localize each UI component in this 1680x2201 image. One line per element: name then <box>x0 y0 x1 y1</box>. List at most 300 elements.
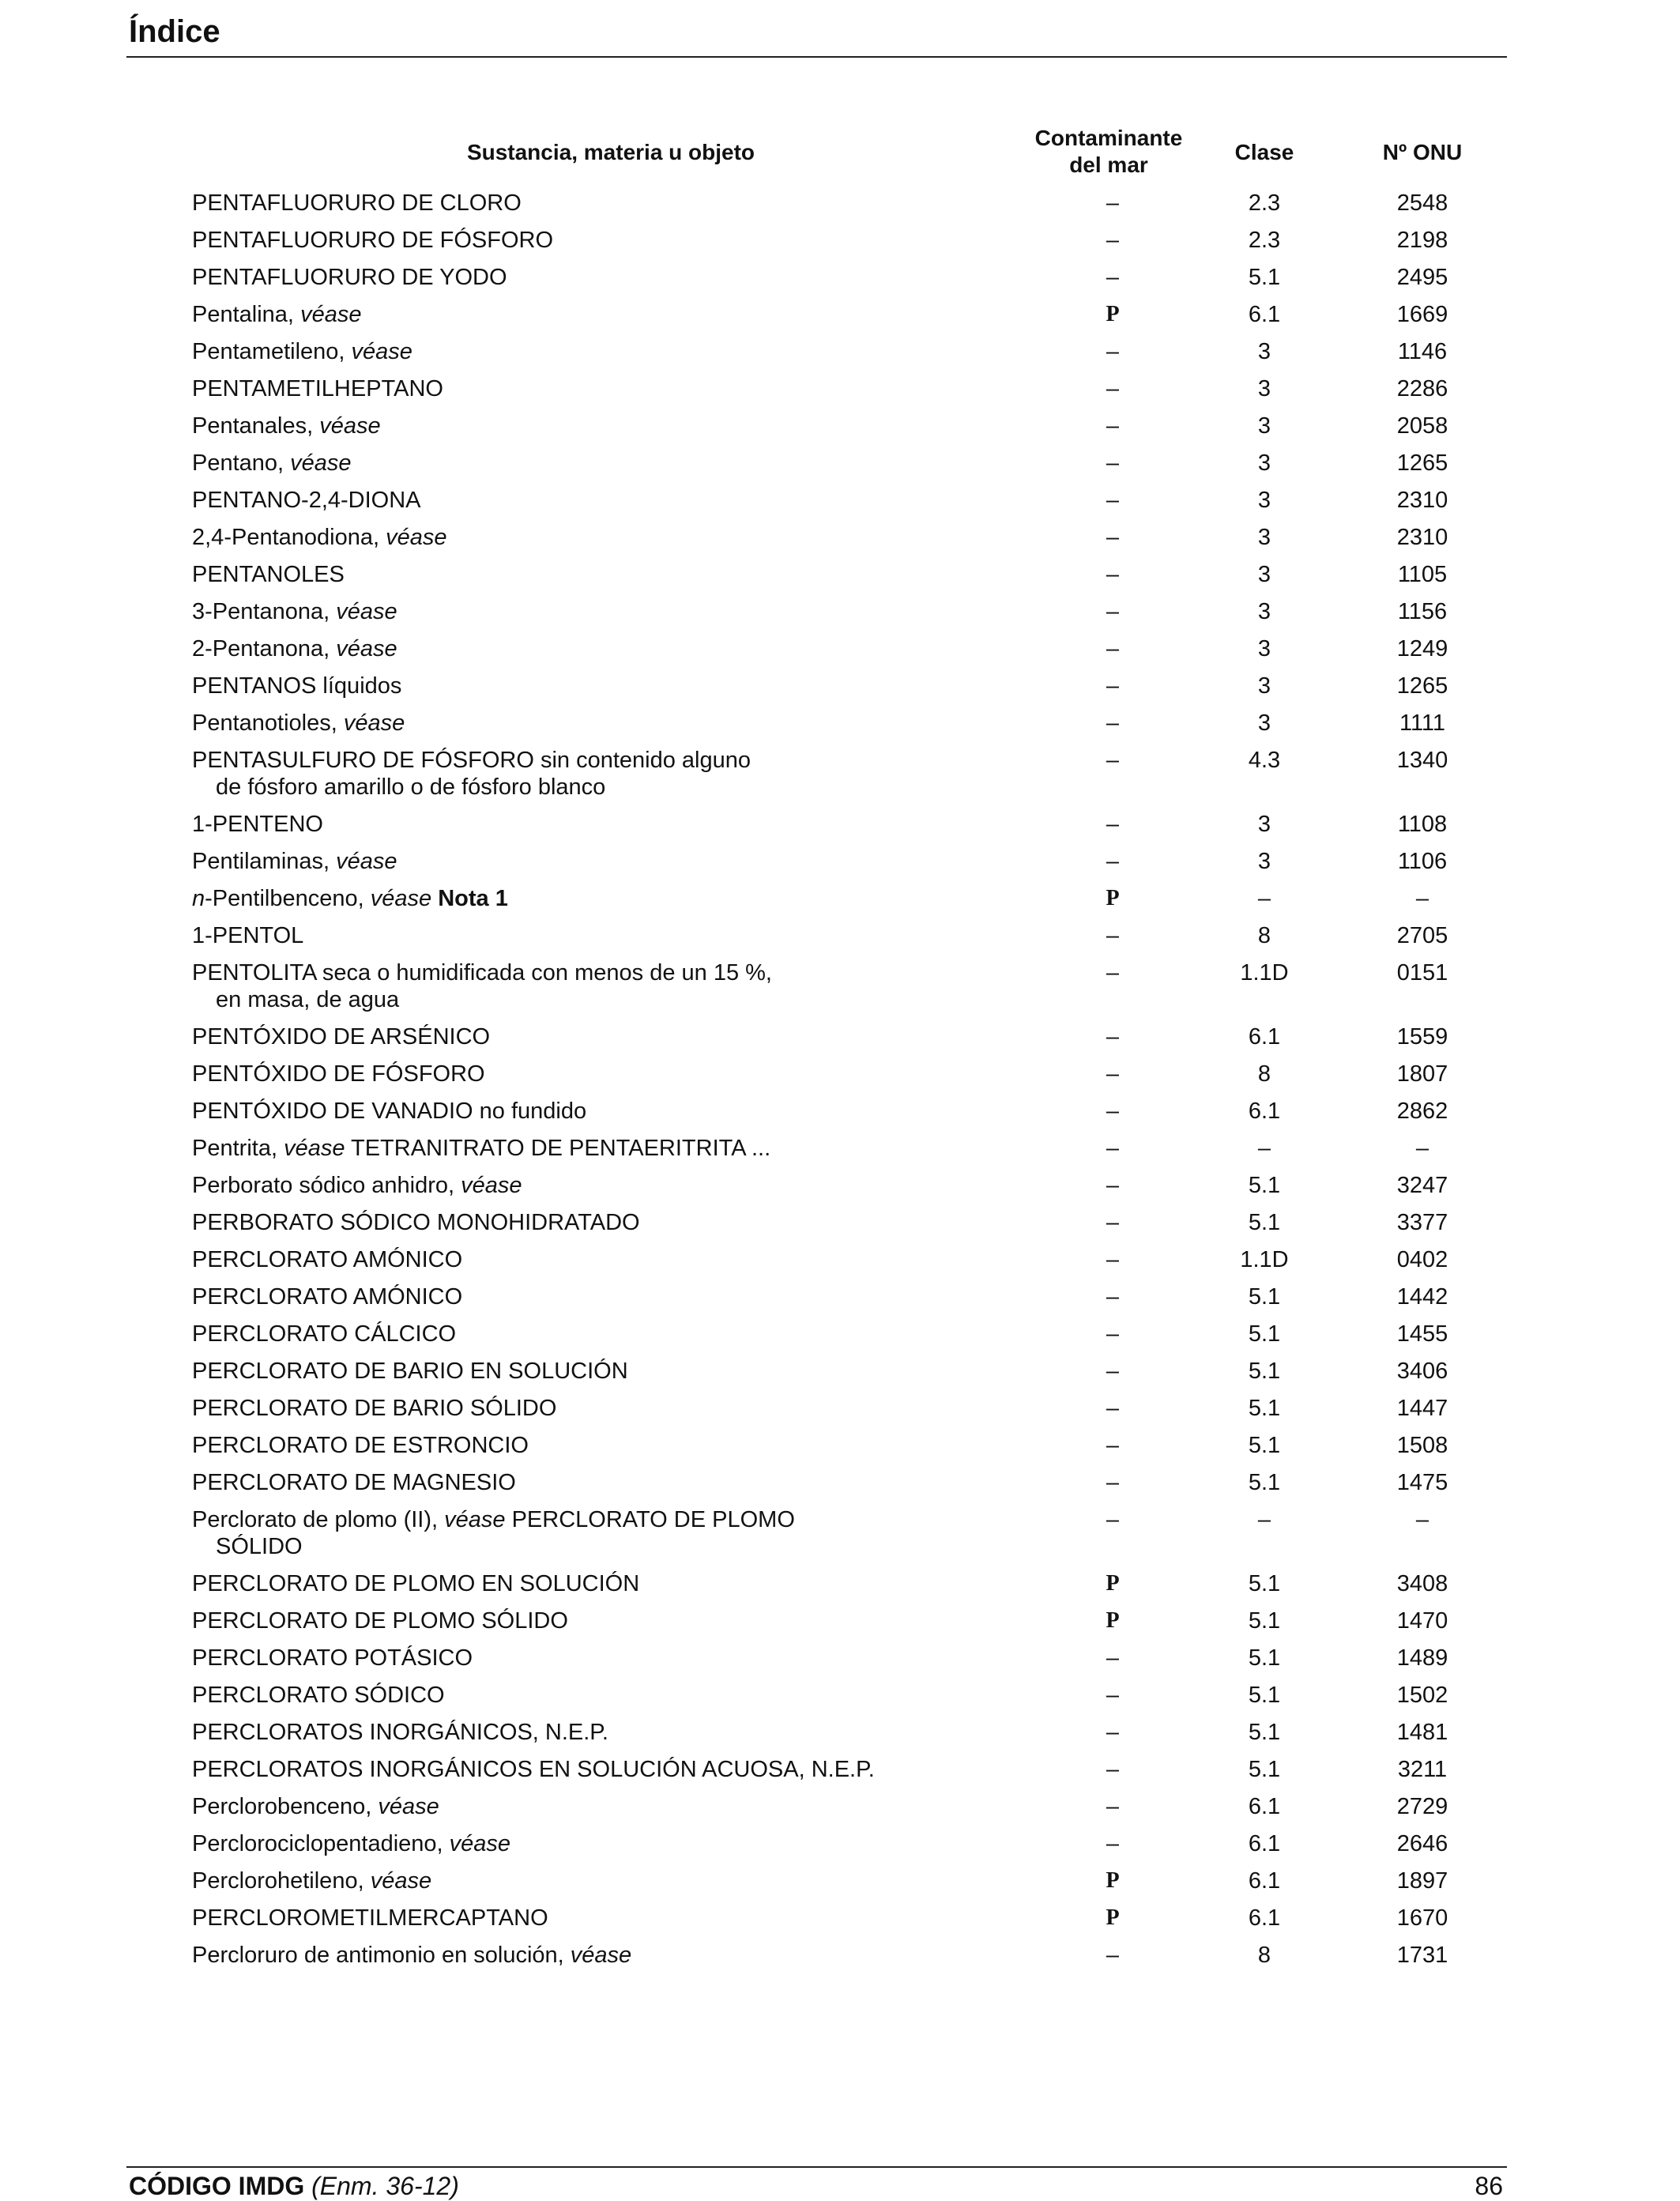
class-cell: 5.1 <box>1248 1645 1281 1671</box>
marine-pollutant-cell: P <box>1106 1608 1120 1633</box>
substance-text: Perclorato de plomo (II), <box>192 1507 439 1532</box>
table-row <box>0 1098 1680 1135</box>
un-number-cell: 1481 <box>1396 1720 1448 1745</box>
class-cell: 8 <box>1257 923 1271 948</box>
substance-text: PERCLORATO DE PLOMO EN SOLUCIÓN <box>192 1571 640 1596</box>
substance-line <box>192 487 1030 514</box>
table-row <box>0 264 1680 301</box>
class-cell: 5.1 <box>1248 1757 1281 1782</box>
un-number-cell: 2862 <box>1396 1099 1448 1124</box>
marine-pollutant-cell: – <box>1106 673 1120 699</box>
substance-line <box>192 301 1030 328</box>
table-row <box>0 561 1680 598</box>
substance-text: Pentano, <box>192 450 284 476</box>
footer-edition: (Enm. 36-12) <box>311 2172 459 2200</box>
table-row <box>0 1283 1680 1321</box>
substance-name <box>192 190 1030 217</box>
table-row <box>0 673 1680 710</box>
substance-text: PENTÓXIDO DE VANADIO no fundido <box>192 1099 587 1124</box>
reference-target: PERCLORATO DE PLOMO <box>511 1507 795 1532</box>
table-row <box>0 922 1680 959</box>
substance-name <box>192 598 1030 625</box>
substance-name <box>192 1719 1030 1746</box>
substance-text: PENTANO-2,4-DIONA <box>192 488 421 513</box>
substance-text: Pentanotioles, <box>192 710 337 736</box>
substance-text: -Pentilbenceno, <box>205 886 364 911</box>
see-reference: véase <box>290 450 352 476</box>
substance-line <box>192 1570 1030 1597</box>
see-reference: véase <box>461 1173 522 1198</box>
substance-name <box>192 1061 1030 1087</box>
substance-line <box>192 1756 1030 1783</box>
see-reference: véase <box>370 1868 432 1894</box>
un-number-cell: 3247 <box>1396 1173 1448 1198</box>
substance-text: PENTAMETILHEPTANO <box>192 376 443 401</box>
substance-text: PERCLORATO POTÁSICO <box>192 1645 473 1671</box>
un-number-cell: – <box>1415 1136 1430 1161</box>
class-cell: 3 <box>1257 673 1271 699</box>
substance-name <box>192 747 1030 801</box>
substance-name <box>192 1506 1030 1560</box>
substance-text: PENTÓXIDO DE ARSÉNICO <box>192 1024 491 1050</box>
substance-line-continued: en masa, de agua <box>216 987 400 1012</box>
substance-line <box>192 1135 1030 1162</box>
marine-pollutant-cell: – <box>1106 1024 1120 1050</box>
substance-text: PENTÓXIDO DE FÓSFORO <box>192 1061 485 1087</box>
see-reference: véase <box>386 525 447 550</box>
class-cell: 8 <box>1257 1943 1271 1968</box>
column-header-marine-pollutant-line1: Contaminante <box>1034 126 1183 150</box>
class-cell: 5.1 <box>1248 1608 1281 1634</box>
marine-pollutant-cell: – <box>1106 1470 1120 1495</box>
substance-line <box>192 561 1030 588</box>
table-header <box>0 125 1680 182</box>
table-row <box>0 710 1680 747</box>
table-row <box>0 1506 1680 1570</box>
substance-name <box>192 1607 1030 1634</box>
see-reference: véase <box>300 302 362 327</box>
un-number-cell: 2729 <box>1396 1794 1448 1819</box>
un-number-cell: 1108 <box>1397 812 1448 837</box>
class-cell: – <box>1257 1507 1271 1532</box>
table-row <box>0 301 1680 338</box>
substance-name <box>192 1321 1030 1347</box>
substance-name <box>192 1395 1030 1422</box>
marine-pollutant-cell: P <box>1106 302 1120 326</box>
see-reference: véase <box>351 339 412 364</box>
class-cell: 3 <box>1257 339 1271 364</box>
marine-pollutant-cell: – <box>1106 636 1120 661</box>
un-number-cell: 1897 <box>1396 1868 1448 1894</box>
marine-pollutant-cell: – <box>1106 1683 1120 1708</box>
substance-name <box>192 1756 1030 1783</box>
substance-line <box>192 1023 1030 1050</box>
substance-name <box>192 338 1030 365</box>
marine-pollutant-cell: – <box>1106 960 1120 986</box>
substance-line <box>192 1358 1030 1385</box>
marine-pollutant-cell: – <box>1106 562 1120 587</box>
marine-pollutant-cell: – <box>1106 228 1120 253</box>
marine-pollutant-cell: P <box>1106 1868 1120 1893</box>
see-reference: véase <box>336 849 397 874</box>
un-number-cell: 1807 <box>1396 1061 1448 1087</box>
un-number-cell: 1106 <box>1397 849 1448 874</box>
substance-line <box>192 673 1030 699</box>
class-cell: 5.1 <box>1248 265 1281 290</box>
table-row <box>0 375 1680 413</box>
un-number-cell: 1670 <box>1396 1905 1448 1931</box>
substance-line <box>192 1867 1030 1894</box>
substance-line <box>192 375 1030 402</box>
substance-line <box>192 848 1030 875</box>
substance-name <box>192 1867 1030 1894</box>
substance-name <box>192 1358 1030 1385</box>
substance-line <box>192 1905 1030 1932</box>
substance-line <box>192 227 1030 254</box>
marine-pollutant-cell: – <box>1106 849 1120 874</box>
substance-text: Perborato sódico anhidro, <box>192 1173 455 1198</box>
un-number-cell: 2058 <box>1396 413 1448 439</box>
column-header-marine-pollutant <box>1014 125 1203 179</box>
marine-pollutant-cell: – <box>1106 265 1120 290</box>
class-cell: 5.1 <box>1248 1359 1281 1384</box>
un-number-cell: 2310 <box>1396 488 1448 513</box>
un-number-cell: 2310 <box>1396 525 1448 550</box>
substance-text: Perclorohetileno, <box>192 1868 364 1894</box>
substance-text: PERCLORATOS INORGÁNICOS EN SOLUCIÓN ACUOSA, N.E.P. <box>192 1757 875 1782</box>
table-row <box>0 1395 1680 1432</box>
class-cell: – <box>1257 886 1271 911</box>
substance-name <box>192 1209 1030 1236</box>
see-reference: véase <box>378 1794 439 1819</box>
substance-name <box>192 1172 1030 1199</box>
table-row <box>0 1061 1680 1098</box>
un-number-cell: 1442 <box>1396 1284 1448 1310</box>
class-cell: 5.1 <box>1248 1321 1281 1347</box>
substance-line <box>192 1719 1030 1746</box>
substance-text: PENTAFLUORURO DE CLORO <box>192 190 522 216</box>
substance-line <box>192 635 1030 662</box>
marine-pollutant-cell: – <box>1106 1757 1120 1782</box>
substance-text: PERCLORATO DE PLOMO SÓLIDO <box>192 1608 568 1634</box>
table-row <box>0 1023 1680 1061</box>
substance-text: PERCLORATO DE ESTRONCIO <box>192 1433 529 1458</box>
substance-text: 2,4-Pentanodiona, <box>192 525 380 550</box>
substance-name <box>192 1905 1030 1932</box>
class-cell: 5.1 <box>1248 1433 1281 1458</box>
column-header-un-number: Nº ONU <box>1382 140 1463 164</box>
note-reference: Nota 1 <box>438 886 508 911</box>
substance-text: Pentrita, <box>192 1136 277 1161</box>
table-row <box>0 1645 1680 1682</box>
column-header-substance: Sustancia, materia u objeto <box>466 140 755 164</box>
substance-line <box>192 1607 1030 1634</box>
table-row <box>0 450 1680 487</box>
un-number-cell: 2548 <box>1396 190 1448 216</box>
marine-pollutant-cell: – <box>1106 599 1120 624</box>
table-row <box>0 635 1680 673</box>
substance-name <box>192 1830 1030 1857</box>
class-cell: 3 <box>1257 488 1271 513</box>
un-number-cell: 1265 <box>1396 673 1448 699</box>
class-cell: 3 <box>1257 562 1271 587</box>
un-number-cell: 2198 <box>1396 228 1448 253</box>
see-reference: véase <box>444 1507 506 1532</box>
un-number-cell: 1249 <box>1396 636 1448 661</box>
substance-name <box>192 227 1030 254</box>
substance-name <box>192 848 1030 875</box>
substance-name <box>192 1246 1030 1273</box>
marine-pollutant-cell: – <box>1106 1645 1120 1671</box>
substance-text: Percloruro de antimonio en solución, <box>192 1943 564 1968</box>
substance-text: 3-Pentanona, <box>192 599 330 624</box>
substance-text: PERCLORATO AMÓNICO <box>192 1247 463 1272</box>
substance-text: PENTAFLUORURO DE FÓSFORO <box>192 228 554 253</box>
substance-text: PERCLORATO SÓDICO <box>192 1683 445 1708</box>
class-cell: 4.3 <box>1248 748 1281 773</box>
substance-line-continued: de fósforo amarillo o de fósforo blanco <box>216 774 606 800</box>
substance-name <box>192 561 1030 588</box>
substance-name <box>192 524 1030 551</box>
marine-pollutant-cell: – <box>1106 1507 1120 1532</box>
substance-name <box>192 1023 1030 1050</box>
un-number-cell: 1156 <box>1397 599 1448 624</box>
substance-name <box>192 1645 1030 1671</box>
table-row <box>0 1682 1680 1719</box>
class-cell: 3 <box>1257 450 1271 476</box>
substance-name <box>192 301 1030 328</box>
table-row <box>0 1432 1680 1469</box>
reference-target: TETRANITRATO DE PENTAERITRITA ... <box>351 1136 771 1161</box>
substance-name <box>192 264 1030 291</box>
marine-pollutant-cell: – <box>1106 488 1120 513</box>
marine-pollutant-cell: – <box>1106 1173 1120 1198</box>
substance-line <box>192 1321 1030 1347</box>
un-number-cell: 1508 <box>1396 1433 1448 1458</box>
table-row <box>0 190 1680 227</box>
table-row <box>0 227 1680 264</box>
un-number-cell: – <box>1415 1507 1430 1532</box>
table-row <box>0 1321 1680 1358</box>
substance-text: Pentametileno, <box>192 339 345 364</box>
column-header-class: Clase <box>1234 140 1294 164</box>
class-cell: 5.1 <box>1248 1683 1281 1708</box>
substance-name <box>192 635 1030 662</box>
substance-text: Pentalina, <box>192 302 294 327</box>
substance-name <box>192 1283 1030 1310</box>
marine-pollutant-cell: – <box>1106 1943 1120 1968</box>
table-row <box>0 1209 1680 1246</box>
un-number-cell: 0402 <box>1396 1247 1448 1272</box>
table-row <box>0 848 1680 885</box>
class-cell: 8 <box>1257 1061 1271 1087</box>
table-row <box>0 487 1680 524</box>
marine-pollutant-cell: – <box>1106 1099 1120 1124</box>
un-number-cell: 2646 <box>1396 1831 1448 1856</box>
substance-text: 1-PENTOL <box>192 923 304 948</box>
substance-line <box>192 1061 1030 1087</box>
un-number-cell: 3406 <box>1396 1359 1448 1384</box>
substance-name <box>192 1682 1030 1709</box>
class-cell: 3 <box>1257 413 1271 439</box>
class-cell: 3 <box>1257 525 1271 550</box>
substance-line <box>192 450 1030 477</box>
marine-pollutant-cell: – <box>1106 1321 1120 1347</box>
see-reference: véase <box>343 710 405 736</box>
see-reference: véase <box>570 1943 632 1968</box>
class-cell: 6.1 <box>1248 302 1281 327</box>
un-number-cell: 1455 <box>1396 1321 1448 1347</box>
class-cell: 1.1D <box>1240 1247 1289 1272</box>
class-cell: 3 <box>1257 636 1271 661</box>
substance-text: 2-Pentanona, <box>192 636 330 661</box>
class-cell: 3 <box>1257 849 1271 874</box>
class-cell: 5.1 <box>1248 1210 1281 1235</box>
substance-name <box>192 1135 1030 1162</box>
see-reference: véase <box>370 886 432 911</box>
substance-line <box>192 959 1030 986</box>
un-number-cell: 1470 <box>1396 1608 1448 1634</box>
marine-pollutant-cell: – <box>1106 339 1120 364</box>
substance-text: PERCLORATOS INORGÁNICOS, N.E.P. <box>192 1720 608 1745</box>
marine-pollutant-cell: – <box>1106 1794 1120 1819</box>
class-cell: 6.1 <box>1248 1868 1281 1894</box>
substance-name <box>192 1570 1030 1597</box>
substance-line <box>192 1506 1030 1533</box>
class-cell: 5.1 <box>1248 1396 1281 1421</box>
un-number-cell: 3408 <box>1396 1571 1448 1596</box>
marine-pollutant-cell: – <box>1106 1061 1120 1087</box>
table-row <box>0 338 1680 375</box>
substance-text: PERCLORATO DE MAGNESIO <box>192 1470 516 1495</box>
marine-pollutant-cell: – <box>1106 413 1120 439</box>
marine-pollutant-cell: – <box>1106 1831 1120 1856</box>
substance-name <box>192 1432 1030 1459</box>
substance-name <box>192 1793 1030 1820</box>
class-cell: 5.1 <box>1248 1284 1281 1310</box>
substance-line <box>192 885 1030 912</box>
un-number-cell: 1111 <box>1399 710 1446 736</box>
substance-line <box>192 598 1030 625</box>
table-row <box>0 811 1680 848</box>
substance-name <box>192 1469 1030 1496</box>
substance-line <box>192 1645 1030 1671</box>
table-row <box>0 1246 1680 1283</box>
see-reference: véase <box>319 413 381 439</box>
table-row <box>0 1719 1680 1756</box>
class-cell: 5.1 <box>1248 1720 1281 1745</box>
table-row <box>0 1570 1680 1607</box>
table-row <box>0 1135 1680 1172</box>
un-number-cell: 1489 <box>1396 1645 1448 1671</box>
un-number-cell: 1731 <box>1396 1943 1448 1968</box>
substance-line <box>192 524 1030 551</box>
substance-name <box>192 959 1030 1013</box>
table-row <box>0 959 1680 1023</box>
substance-name <box>192 413 1030 439</box>
substance-text: PERCLORATO DE BARIO EN SOLUCIÓN <box>192 1359 628 1384</box>
table-row <box>0 1358 1680 1395</box>
table-row <box>0 1756 1680 1793</box>
class-cell: 3 <box>1257 710 1271 736</box>
see-reference: véase <box>284 1136 345 1161</box>
marine-pollutant-cell: – <box>1106 1720 1120 1745</box>
substance-line <box>192 710 1030 737</box>
class-cell: 6.1 <box>1248 1024 1281 1050</box>
table-row <box>0 413 1680 450</box>
substance-text: Pentanales, <box>192 413 314 439</box>
table-row <box>0 747 1680 811</box>
substance-line <box>192 922 1030 949</box>
header-rule <box>126 56 1507 58</box>
table-row <box>0 1793 1680 1830</box>
marine-pollutant-cell: – <box>1106 748 1120 773</box>
substance-name <box>192 673 1030 699</box>
substance-text: PERCLORATO CÁLCICO <box>192 1321 457 1347</box>
substance-name <box>192 1098 1030 1125</box>
substance-line <box>192 1432 1030 1459</box>
table-row <box>0 524 1680 561</box>
un-number-cell: 3211 <box>1397 1757 1448 1782</box>
substance-line <box>192 1830 1030 1857</box>
page-title: Índice <box>129 14 220 49</box>
table-row <box>0 1172 1680 1209</box>
substance-line <box>192 1682 1030 1709</box>
marine-pollutant-cell: – <box>1106 1396 1120 1421</box>
substance-text: PERCLORATO AMÓNICO <box>192 1284 463 1310</box>
table-row <box>0 1867 1680 1905</box>
substance-name <box>192 450 1030 477</box>
class-cell: 5.1 <box>1248 1173 1281 1198</box>
substance-line <box>192 1395 1030 1422</box>
marine-pollutant-cell: – <box>1106 525 1120 550</box>
un-number-cell: 1475 <box>1396 1470 1448 1495</box>
substance-line <box>192 338 1030 365</box>
class-cell: 6.1 <box>1248 1831 1281 1856</box>
marine-pollutant-cell: – <box>1106 1433 1120 1458</box>
substance-line <box>192 413 1030 439</box>
un-number-cell: – <box>1415 886 1430 911</box>
class-cell: 3 <box>1257 812 1271 837</box>
substance-name <box>192 375 1030 402</box>
class-cell: 2.3 <box>1248 190 1281 216</box>
substance-text: Perclorobenceno, <box>192 1794 372 1819</box>
substance-text: PENTANOLES <box>192 562 345 587</box>
un-number-cell: 1447 <box>1396 1396 1448 1421</box>
class-cell: 6.1 <box>1248 1905 1281 1931</box>
substance-name <box>192 487 1030 514</box>
table-row <box>0 1830 1680 1867</box>
substance-text: 1-PENTENO <box>192 812 323 837</box>
un-number-cell: 1669 <box>1396 302 1448 327</box>
substance-name <box>192 922 1030 949</box>
substance-line <box>192 1942 1030 1969</box>
see-reference: véase <box>336 636 397 661</box>
footer-code-name: CÓDIGO IMDG <box>129 2172 305 2200</box>
un-number-cell: 1559 <box>1396 1024 1448 1050</box>
substance-line <box>192 1209 1030 1236</box>
marine-pollutant-cell: – <box>1106 1136 1120 1161</box>
substance-text: Pentilaminas, <box>192 849 330 874</box>
class-cell: 2.3 <box>1248 228 1281 253</box>
substance-name <box>192 710 1030 737</box>
substance-text: PENTOLITA seca o humidificada con menos de un 15 %, <box>192 960 772 986</box>
substance-text: PERCLORATO DE BARIO SÓLIDO <box>192 1396 557 1421</box>
column-header-marine-pollutant-line2: del mar <box>1069 153 1148 177</box>
table-row <box>0 1607 1680 1645</box>
un-number-cell: 1105 <box>1397 562 1448 587</box>
substance-text: PENTASULFURO DE FÓSFORO sin contenido alguno <box>192 748 751 773</box>
